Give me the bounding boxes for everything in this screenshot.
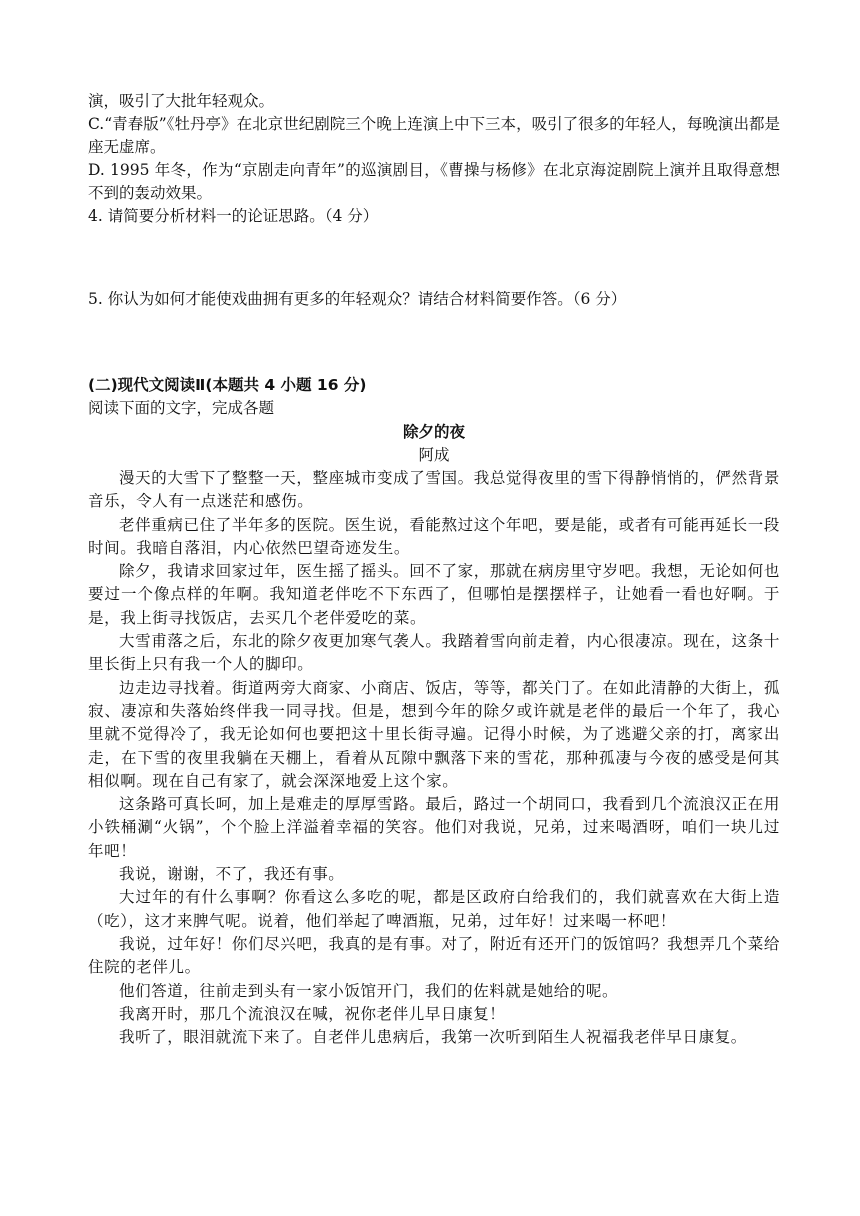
story-paragraph: 除夕，我请求回家过年，医生摇了摇头。回不了家，那就在病房里守岁吧。我想，无论如何也要过一个像点样的年啊。我知道老伴吃不下东西了，但哪怕是摆摆样子，让她看一看也好啊。于是，我上街寻找饭店，去买几个老伴爱吃的菜。: [88, 562, 780, 627]
story-paragraph: 我说，谢谢，不了，我还有事。: [119, 865, 345, 884]
story-paragraph: 边走边寻找着。街道两旁大商家、小商店、饭店，等等，都关门了。在如此清静的大街上，孤寂、凄凉和失落始终伴我一同寻找。但是，想到今年的除夕或许就是老伴的最后一个年了，我心里就不觉得冷了，我无论如何也要把这十里长街寻遍。记得小时候，为了逃避父亲的打，离家出走，在下雪的夜里我躺在天棚上，看着从瓦隙中飘落下来的雪花，那种孤凄与今夜的感受是何其相似啊。现在自己有家了，就会深深地爱上这个家。: [88, 678, 780, 790]
story-paragraph: 我离开时，那几个流浪汉在喊，祝你老伴儿早日康复！: [119, 1004, 506, 1023]
story-paragraph: 大过年的有什么事啊？你看这么多吃的呢，都是区政府白给我们的，我们就喜欢在大街上造（吃），这才来脾气呢。说着，他们举起了啤酒瓶，兄弟，过年好！过来喝一杯吧！: [88, 888, 780, 930]
question-5: 5. 你认为如何才能使戏曲拥有更多的年轻观众？请结合材料简要作答。（6 分）: [88, 290, 627, 308]
exam-page: [88, 90, 780, 1049]
story-author: 阿成: [418, 446, 450, 464]
story-paragraph: 这条路可真长呵，加上是难走的厚厚雪路。最后，路过一个胡同口，我看到几个流浪汉正在用小铁桶涮“火锅”，个个脸上洋溢着幸福的笑容。他们对我说，兄弟，过来喝酒呀，咱们一块儿过年吧！: [88, 795, 780, 860]
story-title: 除夕的夜: [402, 423, 465, 441]
story-paragraph: 大雪甫落之后，东北的除夕夜更加寒气袭人。我踏着雪向前走着，内心很凄凉。现在，这条十里长街上只有我一个人的脚印。: [88, 632, 780, 674]
answer-space-5: [88, 311, 780, 374]
section-instruction: 阅读下面的文字，完成各题: [88, 399, 275, 417]
story-paragraph: 他们答道，往前走到头有一家小饭馆开门，我们的佐料就是她给的呢。: [119, 981, 619, 1000]
story-paragraph: 我听了，眼泪就流下来了。自老伴儿患病后，我第一次听到陌生人祝福我老伴早日康复。: [119, 1028, 747, 1047]
story-paragraph: 我说，过年好！你们尽兴吧，我真的是有事。对了，附近有还开门的饭馆吗？我想弄几个菜给住院的老伴儿。: [88, 934, 780, 977]
option-b-tail: 演，吸引了大批年轻观众。: [88, 92, 275, 110]
question-4: 4. 请简要分析材料一的论证思路。（4 分）: [88, 207, 379, 225]
story-paragraph: 老伴重病已住了半年多的医院。医生说，看能熬过这个年吧，要是能，或者有可能再延长一段时间。我暗自落泪，内心依然巴望奇迹发生。: [88, 515, 780, 557]
option-d: D. 1995 年冬，作为“京剧走向青年”的巡演剧目，《曹操与杨修》在北京海淀剧院上演并且取得意想不到的轰动效果。: [88, 161, 780, 202]
answer-space-4: [88, 228, 780, 288]
story-paragraph: 漫天的大雪下了整整一天，整座城市变成了雪国。我总觉得夜里的雪下得静悄悄的，俨然背景音乐，令人有一点迷茫和感伤。: [88, 469, 780, 511]
section-heading: (二)现代文阅读Ⅱ(本题共 4 小题 16 分): [88, 376, 367, 394]
option-c: C.“青春版”《牡丹亭》在北京世纪剧院三个晚上连演上中下三本，吸引了很多的年轻人，每晚演出都是座无虚席。: [88, 115, 780, 156]
